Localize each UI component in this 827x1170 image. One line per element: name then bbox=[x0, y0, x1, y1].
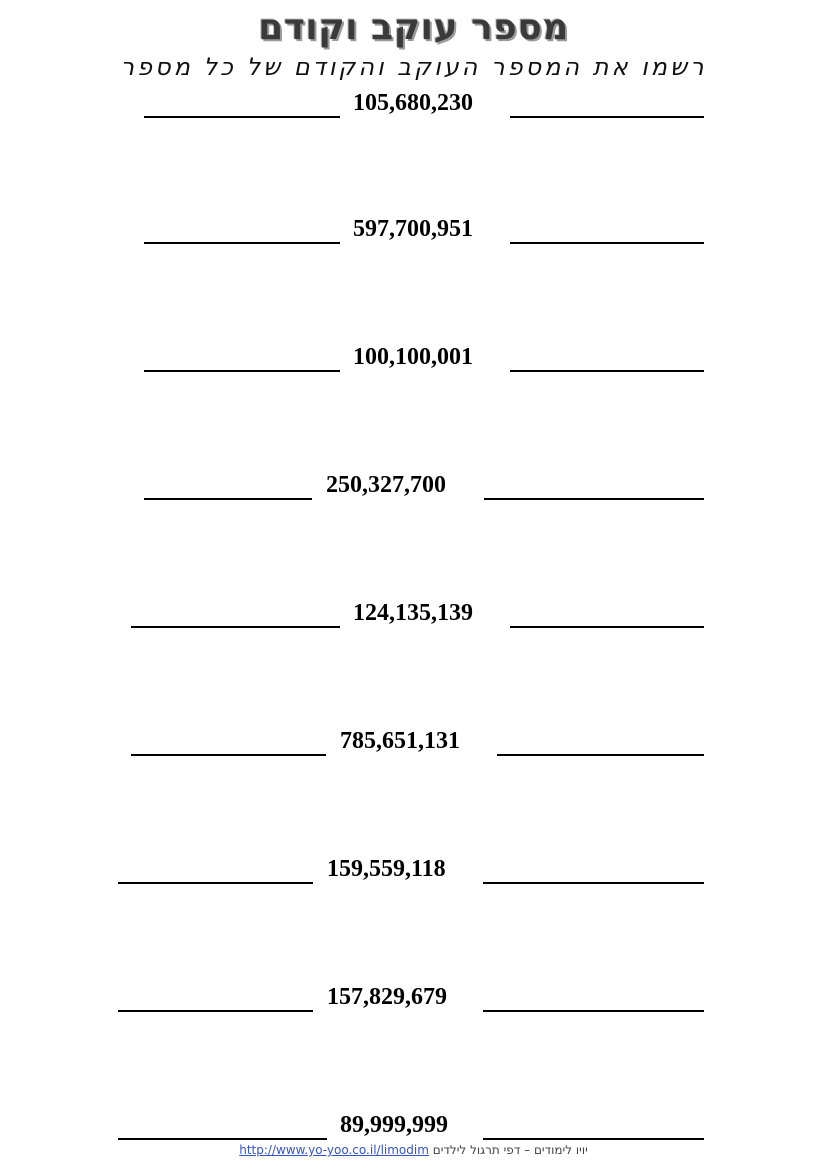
page-title: מספר עוקב וקודם bbox=[258, 7, 569, 48]
answer-line-right[interactable] bbox=[484, 498, 704, 500]
exercise-row bbox=[0, 598, 827, 638]
answer-line-left[interactable] bbox=[144, 370, 340, 372]
given-number: 124,135,139 bbox=[353, 600, 473, 626]
instructions: רשמו את המספר העוקב והקודם של כל מספר bbox=[120, 53, 707, 81]
given-number: 100,100,001 bbox=[353, 344, 473, 370]
answer-line-right[interactable] bbox=[483, 1010, 704, 1012]
answer-line-right[interactable] bbox=[510, 116, 704, 118]
answer-line-right[interactable] bbox=[510, 242, 704, 244]
given-number: 785,651,131 bbox=[340, 728, 460, 754]
exercise-row bbox=[0, 982, 827, 1022]
answer-line-left[interactable] bbox=[118, 1138, 327, 1140]
given-number: 159,559,118 bbox=[327, 856, 446, 882]
answer-line-left[interactable] bbox=[118, 882, 313, 884]
exercise-row bbox=[0, 726, 827, 766]
answer-line-left[interactable] bbox=[118, 1010, 313, 1012]
answer-line-right[interactable] bbox=[510, 626, 704, 628]
exercise-row bbox=[0, 214, 827, 254]
answer-line-left[interactable] bbox=[144, 116, 340, 118]
given-number: 89,999,999 bbox=[340, 1112, 448, 1138]
exercise-row bbox=[0, 342, 827, 382]
given-number: 250,327,700 bbox=[326, 472, 446, 498]
answer-line-left[interactable] bbox=[131, 754, 326, 756]
footer bbox=[0, 1142, 827, 1158]
answer-line-right[interactable] bbox=[483, 1138, 704, 1140]
answer-line-left[interactable] bbox=[144, 242, 340, 244]
answer-line-left[interactable] bbox=[144, 498, 312, 500]
exercise-row bbox=[0, 470, 827, 510]
answer-line-right[interactable] bbox=[510, 370, 704, 372]
given-number: 157,829,679 bbox=[327, 984, 447, 1010]
given-number: 105,680,230 bbox=[353, 90, 473, 116]
exercise-row bbox=[0, 854, 827, 894]
footer-link[interactable]: http://www.yo-yoo.co.il/limodim bbox=[239, 1143, 429, 1157]
answer-line-right[interactable] bbox=[483, 882, 704, 884]
given-number: 597,700,951 bbox=[353, 216, 473, 242]
answer-line-right[interactable] bbox=[497, 754, 704, 756]
footer-text: יויו לימודים – דפי תרגול לילדים bbox=[432, 1143, 588, 1157]
answer-line-left[interactable] bbox=[131, 626, 340, 628]
exercise-row bbox=[0, 88, 827, 128]
